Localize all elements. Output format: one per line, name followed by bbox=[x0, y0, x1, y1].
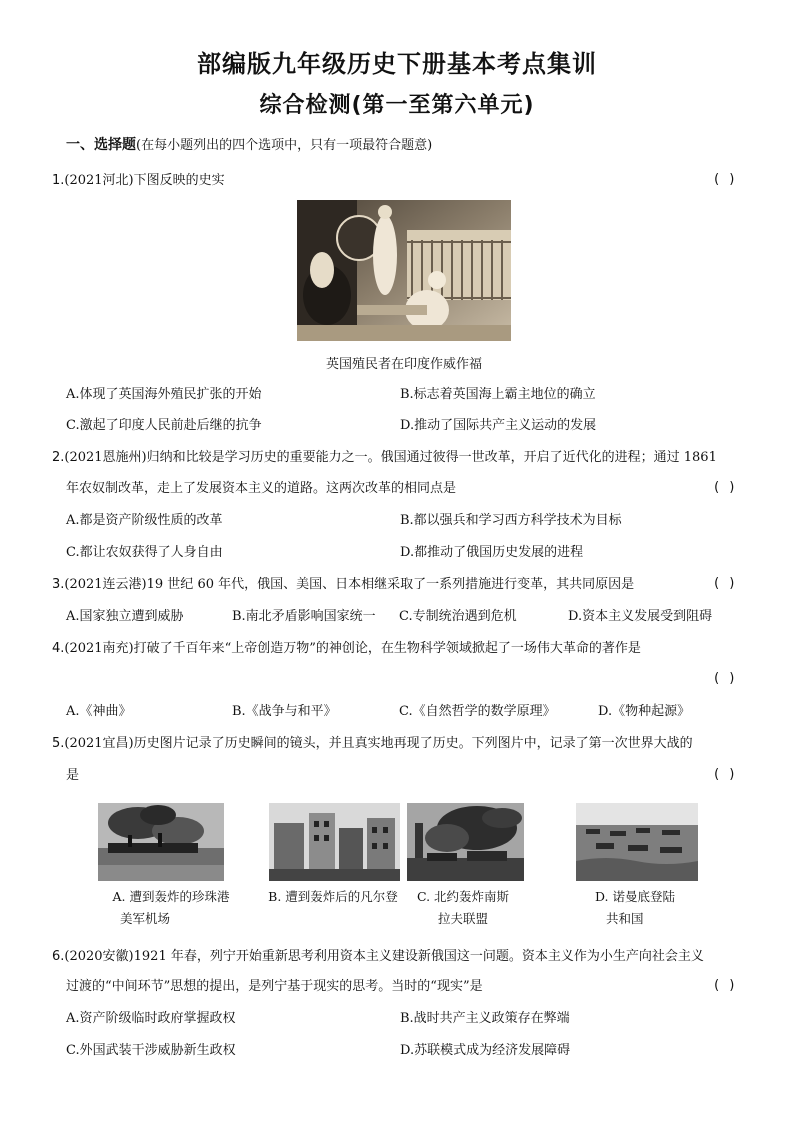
image-option-a-caption[interactable] bbox=[98, 886, 244, 930]
question-2-stem-cont: 年农奴制改革，走上了发展资本主义的道路。这两次改革的相同点是 bbox=[66, 481, 457, 496]
option-2-a[interactable]: A.都是资产阶级性质的改革 bbox=[66, 513, 223, 528]
question-5-stem bbox=[52, 735, 693, 753]
question-6-stem bbox=[52, 948, 704, 966]
photo-colonists-in-india bbox=[297, 200, 511, 341]
question-number: 6. bbox=[52, 949, 65, 964]
answer-blank-4[interactable]: ( ) bbox=[712, 671, 736, 686]
photo-nato-bombing[interactable] bbox=[407, 803, 524, 881]
image-option-b-caption[interactable] bbox=[258, 886, 408, 908]
answer-blank-3[interactable]: ( ) bbox=[712, 576, 736, 591]
question-text: (2021河北)下图反映的史实 bbox=[64, 173, 225, 188]
question-number: 1. bbox=[52, 173, 65, 188]
question-number: 3. bbox=[52, 577, 65, 592]
answer-blank-1[interactable]: ( ) bbox=[712, 172, 736, 187]
image-option-label: 共和国 bbox=[606, 911, 644, 926]
photo-pearl-harbor[interactable] bbox=[98, 803, 224, 881]
question-6-stem-cont: 过渡的“中间环节”思想的提出，是列宁基于现实的思考。当时的“现实”是 bbox=[66, 979, 483, 994]
page-title: 部编版九年级历史下册基本考点集训 bbox=[197, 50, 597, 78]
photo-normandy[interactable] bbox=[576, 803, 698, 881]
question-1-stem bbox=[52, 172, 225, 190]
image-option-c-caption[interactable] bbox=[408, 886, 518, 930]
option-3-c[interactable]: C.专制统治遇到危机 bbox=[399, 609, 517, 624]
section-heading bbox=[66, 134, 432, 154]
answer-blank-2[interactable]: ( ) bbox=[712, 480, 736, 495]
question-3-stem bbox=[52, 576, 634, 594]
option-2-b[interactable]: B.都以强兵和学习西方科学技术为目标 bbox=[400, 513, 622, 528]
image-option-label: D. 诺曼底登陆 bbox=[594, 889, 676, 904]
image-option-label: A. 遭到轰炸的珍珠港 bbox=[112, 889, 230, 904]
question-number: 4. bbox=[52, 641, 65, 656]
option-1-a[interactable]: A.体现了英国海外殖民扩张的开始 bbox=[66, 387, 262, 402]
option-3-a[interactable]: A.国家独立遭到威胁 bbox=[66, 609, 184, 624]
option-4-a[interactable]: A.《神曲》 bbox=[66, 704, 132, 719]
option-3-d[interactable]: D.资本主义发展受到阻碍 bbox=[568, 609, 713, 624]
option-1-b[interactable]: B.标志着英国海上霸主地位的确立 bbox=[400, 387, 596, 402]
question-5-stem-cont: 是 bbox=[66, 768, 80, 783]
image-option-label: 美军机场 bbox=[120, 911, 171, 926]
question-number: 2. bbox=[52, 450, 65, 465]
photo-caption: 英国殖民者在印度作威作福 bbox=[325, 357, 482, 372]
question-text: (2021宜昌)历史图片记录了历史瞬间的镜头，并且真实地再现了历史。下列图片中，记录了第一次世界大战的 bbox=[64, 736, 693, 751]
question-text: (2021恩施州)归纳和比较是学习历史的重要能力之一。俄国通过彼得一世改革，开启了近代化的进程；通过 1861 bbox=[64, 450, 717, 465]
question-text: (2021连云港)19 世纪 60 年代，俄国、美国、日本相继采取了一系列措施进行变革，其共同原因是 bbox=[64, 577, 635, 592]
option-1-d[interactable]: D.推动了国际共产主义运动的发展 bbox=[400, 418, 597, 433]
image-option-label: C. 北约轰炸南斯 bbox=[416, 889, 510, 904]
option-2-d[interactable]: D.都推动了俄国历史发展的进程 bbox=[400, 545, 584, 560]
option-2-c[interactable]: C.都让农奴获得了人身自由 bbox=[66, 545, 223, 560]
option-3-b[interactable]: B.南北矛盾影响国家统一 bbox=[232, 609, 376, 624]
option-6-d[interactable]: D.苏联模式成为经济发展障碍 bbox=[400, 1043, 571, 1058]
option-6-c[interactable]: C.外国武装干涉威胁新生政权 bbox=[66, 1043, 236, 1058]
section-note: (在每小题列出的四个选项中，只有一项最符合题意) bbox=[136, 138, 433, 153]
question-text: (2020安徽)1921 年春，列宁开始重新思考利用资本主义建设新俄国这一问题。资本主义作为小生产向社会主义 bbox=[64, 949, 704, 964]
question-number: 5. bbox=[52, 736, 65, 751]
answer-blank-6[interactable]: ( ) bbox=[712, 978, 736, 993]
page-subtitle: 综合检测(第一至第六单元) bbox=[259, 93, 535, 118]
image-option-label: 拉夫联盟 bbox=[437, 911, 488, 926]
image-option-d-caption[interactable] bbox=[580, 886, 690, 930]
option-6-b[interactable]: B.战时共产主义政策存在弊端 bbox=[400, 1011, 570, 1026]
image-option-label: B. 遭到轰炸后的凡尔登 bbox=[268, 889, 398, 904]
answer-blank-5[interactable]: ( ) bbox=[712, 767, 736, 782]
photo-verdun[interactable] bbox=[269, 803, 400, 881]
question-2-stem bbox=[52, 449, 717, 467]
section-label: 一、选择题 bbox=[66, 137, 136, 153]
option-4-d[interactable]: D.《物种起源》 bbox=[598, 704, 691, 719]
option-6-a[interactable]: A.资产阶级临时政府掌握政权 bbox=[66, 1011, 236, 1026]
option-1-c[interactable]: C.激起了印度人民前赴后继的抗争 bbox=[66, 418, 262, 433]
option-4-c[interactable]: C.《自然哲学的数学原理》 bbox=[399, 704, 556, 719]
question-text: (2021南充)打破了千百年来“上帝创造万物”的神创论，在生物科学领域掀起了一场伟大革命的著作是 bbox=[64, 641, 641, 656]
option-4-b[interactable]: B.《战争与和平》 bbox=[232, 704, 337, 719]
question-4-stem bbox=[52, 640, 641, 658]
